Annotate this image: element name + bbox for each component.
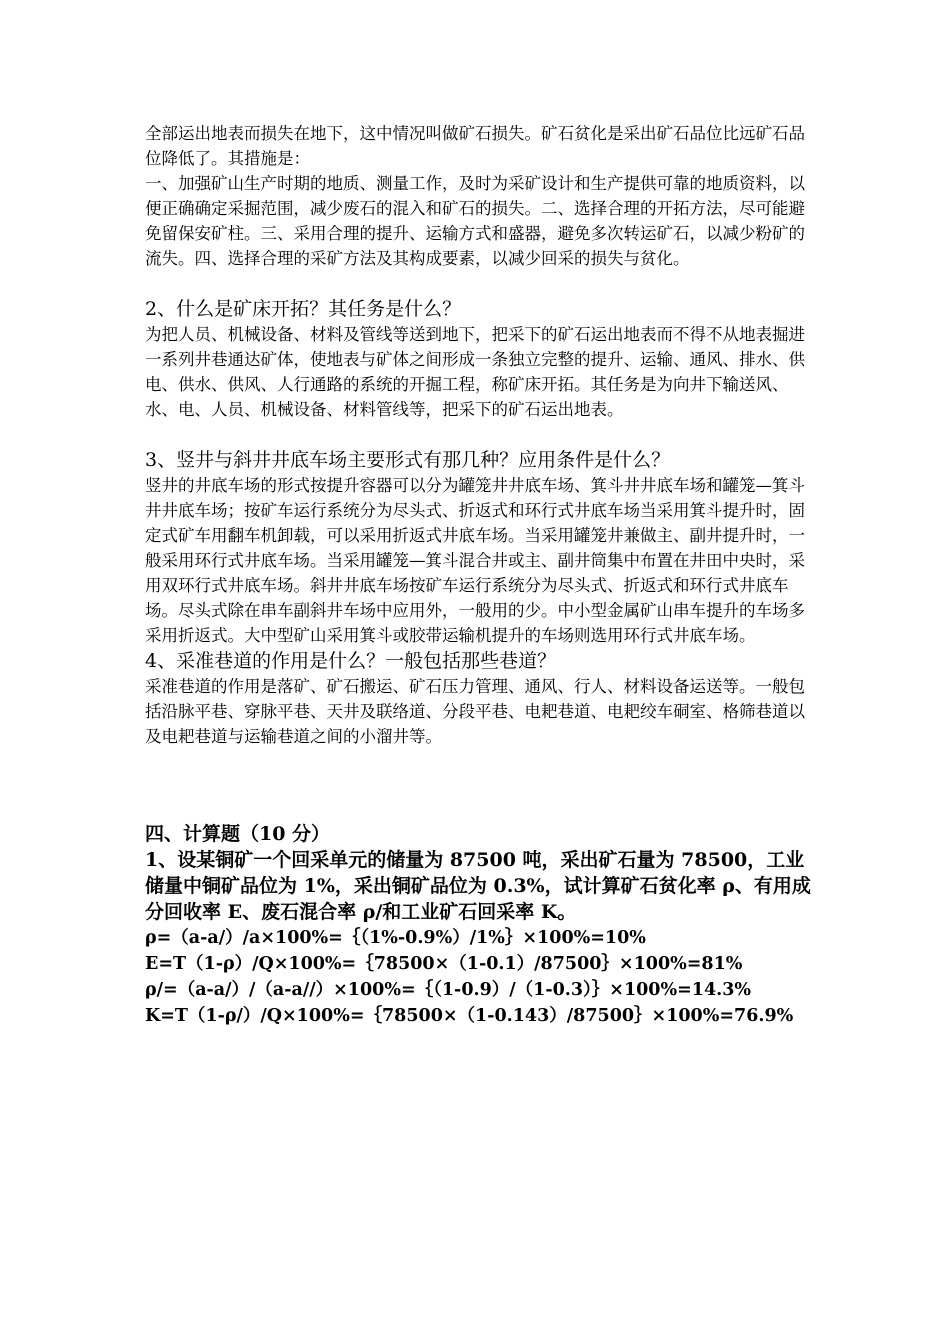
question-3-title: 3、竖井与斜井井底车场主要形式有那几种？应用条件是什么？ [145, 449, 671, 471]
document-page [145, 121, 815, 1029]
calc-section-title: 四、计算题（10 分） [145, 823, 331, 845]
question-4-answer: 采准巷道的作用是落矿、矿石搬运、矿石压力管理、通风、行人、材料设备运送等。一般包括沿脉平巷、穿脉平巷、天井及联络道、分段平巷、电耙巷道、电耙绞车硐室、格筛巷道以及电耙巷道与运输巷道之间的小溜井等。 [145, 677, 805, 746]
question-4-title: 4、采准巷道的作用是什么？一般包括那些巷道？ [145, 650, 557, 672]
calc-problem-text: 1、设某铜矿一个回采单元的储量为 87500 吨，采出矿石量为 78500，工业储量中铜矿品位为 1%，采出铜矿品位为 0.3%，试计算矿石贫化率 ρ、有用成分回收率 E、废石混合率 ρ/和工业矿石回采率 K。 [145, 849, 811, 923]
formula-dilution-rate: ρ=（a-a/）/a×100%=｛（1%-0.9%）/1%｝×100%=10% [145, 928, 646, 948]
intro-paragraph-1: 全部运出地表而损失在地下，这中情况叫做矿石损失。矿石贫化是采出矿石品位比远矿石品位降低了。其措施是： [145, 124, 805, 168]
formula-ore-recovery-rate: K=T（1-ρ/）/Q×100%=｛78500×（1-0.143）/87500｝×100%=76.9% [145, 1006, 794, 1026]
question-2-answer: 为把人员、机械设备、材料及管线等送到地下，把采下的矿石运出地表而不得不从地表掘进一系列井巷通达矿体，使地表与矿体之间形成一条独立完整的提升、运输、通风、排水、供电、供水、供风、人行通路的系统的开掘工程，称矿床开拓。其任务是为向井下输送风、水、电、人员、机械设备、材料管线等，把采下的矿石运出地表。 [145, 325, 805, 419]
formula-recovery-rate: E=T（1-ρ）/Q×100%=｛78500×（1-0.1）/87500｝×100%=81% [145, 954, 743, 974]
intro-paragraph-2: 一、加强矿山生产时期的地质、测量工作，及时为采矿设计和生产提供可靠的地质资料，以便正确确定采掘范围，减少废石的混入和矿石的损失。二、选择合理的开拓方法，尽可能避免留保安矿柱。三、采用合理的提升、运输方式和盛器，避免多次转运矿石，以减少粉矿的流失。四、选择合理的采矿方法及其构成要素，以减少回采的损失与贫化。 [145, 174, 805, 268]
formula-waste-mix-rate: ρ/=（a-a/）/（a-a//）×100%=｛（1-0.9）/（1-0.3）｝×100%=14.3% [145, 980, 752, 1000]
question-2-title: 2、什么是矿床开拓？其任务是什么？ [145, 298, 462, 320]
question-3-answer: 竖井的井底车场的形式按提升容器可以分为罐笼井井底车场、箕斗井井底车场和罐笼—箕斗井井底车场；按矿车运行系统分为尽头式、折返式和环行式井底车场当采用箕斗提升时，固定式矿车用翻车机卸载，可以采用折返式井底车场。当采用罐笼井兼做主、副井提升时，一般采用环行式井底车场。当采用罐笼—箕斗混合井或主、副井筒集中布置在井田中央时，采用双环行式井底车场。斜井井底车场按矿车运行系统分为尽头式、折返式和环行式井底车场。尽头式除在串车副斜井车场中应用外，一般用的少。中小型金属矿山串车提升的车场多采用折返式。大中型矿山采用箕斗或胶带运输机提升的车场则选用环行式井底车场。 [145, 476, 805, 645]
